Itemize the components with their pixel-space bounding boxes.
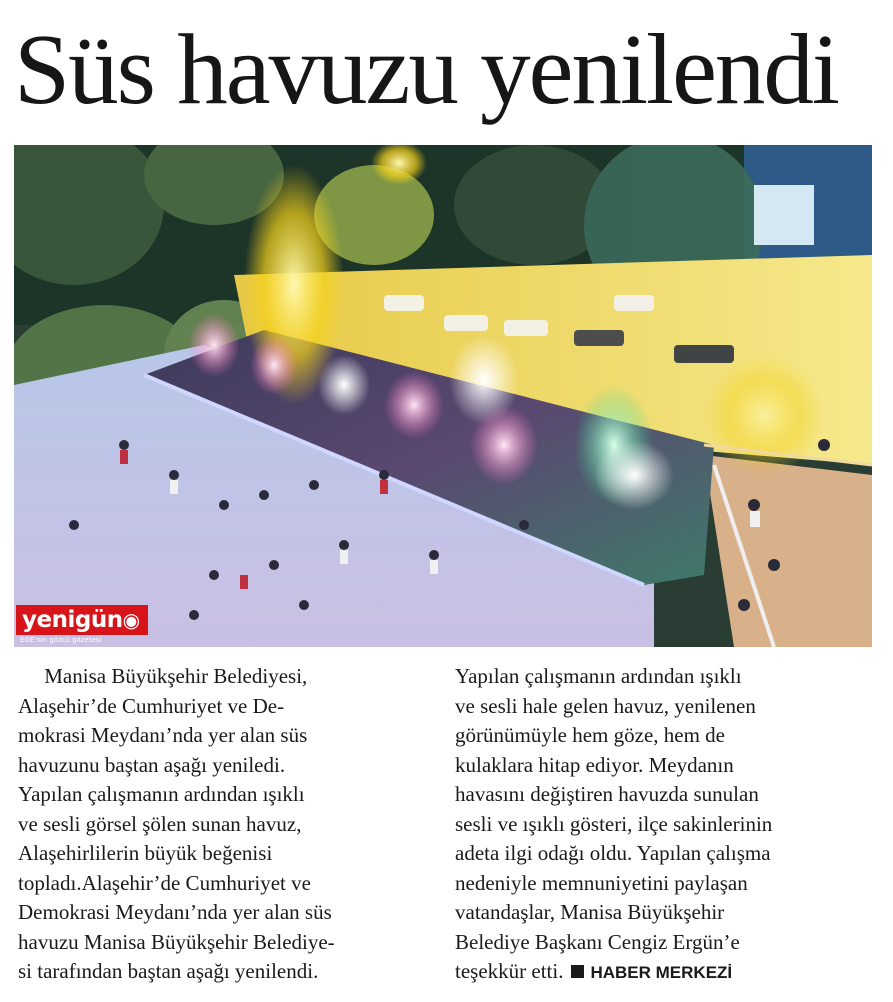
news-photo	[14, 145, 872, 647]
article-line: ve sesli hale gelen havuz, yenilenen	[455, 693, 756, 718]
logo-tagline: EGE'nin gözcü gazetesi	[20, 636, 102, 644]
article-column-left	[18, 662, 433, 987]
article-column-right	[455, 662, 880, 988]
article-line: Demokrasi Meydanı’nda yer alan süs	[18, 900, 332, 924]
article-line: vatandaşlar, Manisa Büyükşehir	[455, 900, 725, 924]
article-line: Manisa Büyükşehir Belediyesi,	[18, 664, 308, 688]
yenigun-logo: yenigün◉	[16, 605, 148, 635]
article-line: Belediye Başkanı Cengiz Ergün’e	[455, 929, 740, 954]
article-line: havuzu Manisa Büyükşehir Belediye-	[18, 929, 335, 954]
article-line: Yapılan çalışmanın ardından ışıklı	[455, 664, 742, 688]
article-line: topladı.Alaşehir’de Cumhuriyet ve	[18, 870, 311, 895]
article-line: mokrasi Meydanı’nda yer alan süs	[18, 723, 308, 747]
fountain-square-photo	[14, 145, 872, 647]
article-line: Alaşehir’de Cumhuriyet ve De-	[18, 693, 285, 718]
article-line: ve sesli görsel şölen sunan havuz,	[18, 811, 302, 836]
article-line: görünümüyle hem göze, hem de	[455, 723, 726, 747]
article-line: havasını değiştiren havuzda sunulan	[455, 782, 759, 806]
article-line: Alaşehirlilerin büyük beğenisi	[18, 841, 273, 865]
byline-square-icon	[571, 965, 584, 978]
article-closing-text: teşekkür etti.	[455, 959, 564, 983]
headline: Süs havuzu yenilendi	[14, 13, 838, 125]
article-line: Yapılan çalışmanın ardından ışıklı	[18, 782, 305, 806]
article-line: sesli ve ışıklı gösteri, ilçe sakinlerinin	[455, 811, 773, 836]
byline: HABER MERKEZİ	[590, 963, 733, 982]
article-line: adeta ilgi odağı oldu. Yapılan çalışma	[455, 841, 771, 865]
article-line: nedeniyle memnuniyetini paylaşan	[455, 870, 748, 895]
article-line: havuzunu baştan aşağı yeniledi.	[18, 752, 286, 777]
article-line: kulaklara hitap ediyor. Meydanın	[455, 752, 734, 777]
article-line: si tarafından baştan aşağı yenilendi.	[18, 959, 319, 983]
article-last-line	[455, 957, 880, 988]
